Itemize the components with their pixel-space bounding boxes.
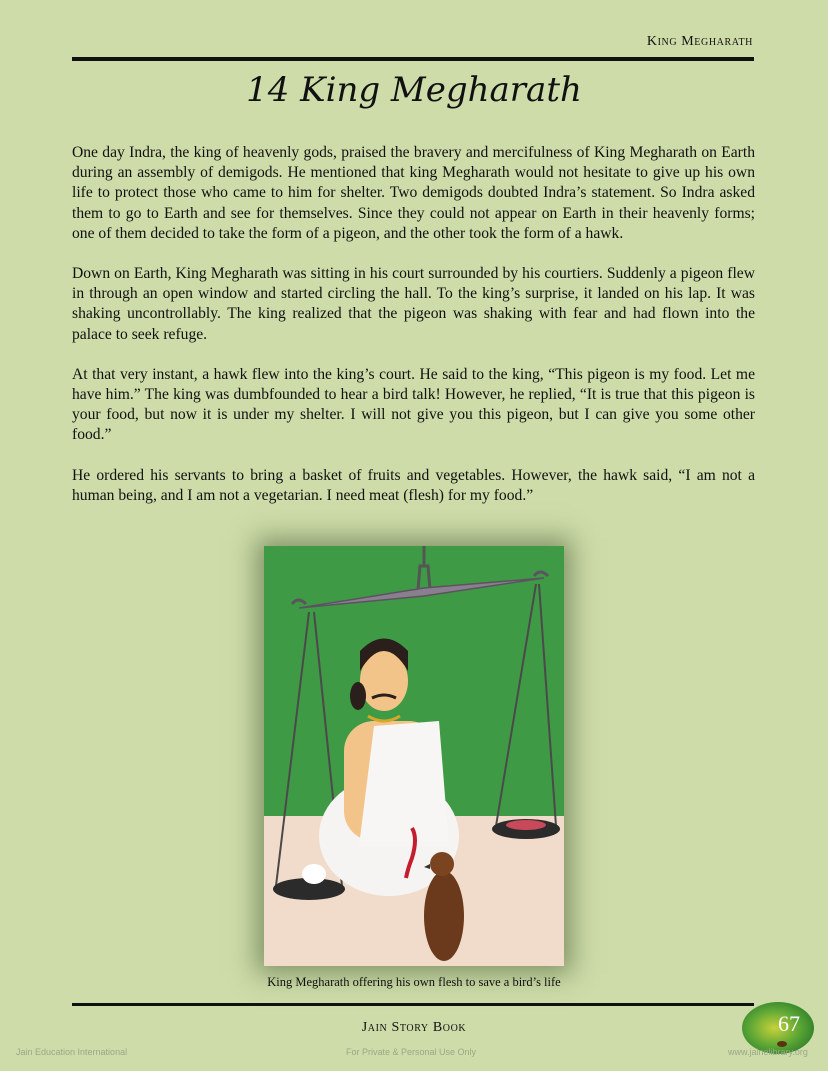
watermark-right: www.jainelibrary.org	[728, 1047, 808, 1057]
figure-caption: King Megharath offering his own flesh to save a bird’s life	[267, 975, 561, 989]
paragraph: He ordered his servants to bring a basket of fruits and vegetables. However, the hawk said, “I am not a human being, and I am not a vegetarian. I need meat (flesh) for my food.”	[72, 466, 755, 504]
watermark-center: For Private & Personal Use Only	[346, 1047, 477, 1057]
chapter-title: 14 King Megharath	[246, 70, 582, 110]
story-body	[72, 143, 755, 526]
paragraph: At that very instant, a hawk flew into the king’s court. He said to the king, “This pigeon is my food. Let me have him.” The king was dumbfounded to hear a bird talk! However, he replied, “It is true that this pigeon is your food, but now it is under my shelter. I will not give you this pigeon, but I can give you some other food.”	[72, 365, 755, 444]
story-illustration	[264, 546, 564, 966]
footer-rule	[72, 1003, 754, 1006]
page-number: 67	[778, 1011, 800, 1036]
footer-book-title: Jain Story Book	[361, 1020, 467, 1035]
paragraph: One day Indra, the king of heavenly gods, praised the bravery and mercifulness of King Megharath on Earth during an assembly of demigods. He mentioned that king Megharath would not hesitate to give up his own life to protect those who came to him for shelter. Two demigods doubted Indra’s statement. So Indra asked them to go to Earth and see for themselves. Since they could not appear on Earth in their heavenly forms; one of them decided to take the form of a pigeon, and the other took the form of a hawk.	[72, 144, 755, 242]
header-rule	[72, 57, 754, 61]
paragraph: Down on Earth, King Megharath was sitting in his court surrounded by his courtiers. Suddenly a pigeon flew in through an open window and started circling the hall. To the king’s surprise, it landed on his lap. It was shaking uncontrollably. The king realized that the pigeon was shaking with fear and had flown into the palace to seek refuge.	[72, 265, 755, 343]
running-header-title: King Megharath	[646, 34, 753, 49]
king-scale-hawk-illustration	[264, 546, 564, 966]
watermark-left: Jain Education International	[16, 1047, 128, 1057]
